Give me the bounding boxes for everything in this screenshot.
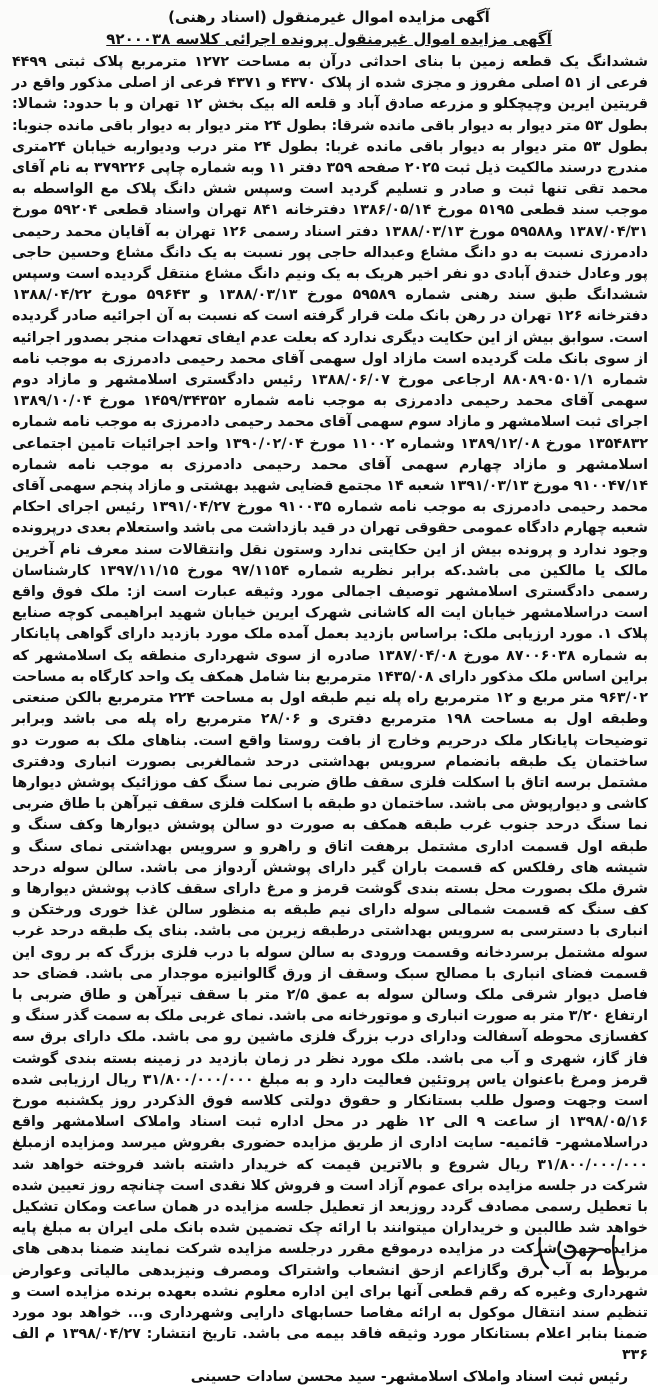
notice-title: آگهی مزایده اموال غیرمنقول (اسناد رهنی) [168, 8, 490, 26]
handwritten-mark-icon [530, 1230, 630, 1272]
notice-header [0, 0, 658, 50]
notice-signature: رئیس ثبت اسناد واملاک اسلامشهر- سید محسن سادات حسینی [190, 1368, 628, 1385]
notice-body: ششدانگ یک قطعه زمین با بنای احداثی درآن به مساحت ۱۲۷۲ مترمربع پلاک ثبتی ۴۴۹۹ فرعی از ۵۱ اصلی مفروز و مجزی شده از پلاک ۴۳۷۰ و ۴۳۷۱ فرعی از اصلی مذکور واقع در قریتین ایرین وچیچکلو و مزرعه صادق آباد و قلعه اله بیک بخش ۱۲ تهران و با حدود: شمالا: بطول ۵۳ متر دیوار به دیوار باقی مانده شرقا: بطول ۲۴ متر دیوار به دیوار باقی مانده جنوبا: بطول ۵۳ متر دیوار به دیوار باقی مانده غربا: بطول ۲۴ متر درب ودیواربه خیابان ۲۴متری مندرج درسند مالکیت ذیل ثبت ۲۰۲۵ صفحه ۳۵۹ دفتر ۱۱ وبه شماره چاپی ۳۷۹۲۲۶ به نام آقای محمد تقی تنها ثبت و صادر و تسلیم گردید است وسپس شش دانگ پلاک مع الواسطه به موجب سند قطعی ۵۱۹۵ مورخ ۱۳۸۶/۰۵/۱۴ دفترخانه ۸۴۱ تهران واسناد قطعی ۵۹۲۰۴ مورخ ۱۳۸۷/۰۴/۳۱ و۵۹۵۸۸ مورخ ۱۳۸۸/۰۳/۱۳ دفتر اسناد رسمی ۱۲۶ تهران به آقایان محمد رحیمی دادمرزی نسبت به دو دانگ مشاع وعبداله حاجی پور نسبت به یک دانگ مشاع وحسین حاجی پور وعادل خندق آبادی دو نفر اخیر هریک به یک ونیم دانگ مشاع منتقل گردیده است وسپس ششدانگ طبق سند رهنی شماره ۵۹۵۸۹ مورخ ۱۳۸۸/۰۳/۱۳ و ۵۹۶۴۳ مورخ ۱۳۸۸/۰۴/۲۲ دفترخانه ۱۲۶ تهران در رهن بانک ملت قرار گرفته است که نسبت به آن اجرائیه صادر گردیده است. سوابق بیش از این حکایت دیگری ندارد که بعلت عدم ایفای تعهدات منجر بصدور اجرائیه از سوی بانک ملت گردیده است مازاد اول سهمی آقای محمد رحیمی دادمرزی به موجب نامه شماره ۸۸۰۸۹۰۵۰۱/۱ ارجاعی مورخ ۱۳۸۸/۰۶/۰۷ رئیس دادگستری اسلامشهر و مازاد دوم سهمی آقای محمد رحیمی دادمرزی به موجب نامه شماره ۱۴۵۹/۳۴۳۵۲ مورخ ۱۳۸۹/۱۰/۰۴ اجرای ثبت اسلامشهر و مازاد سوم سهمی آقای محمد رحیمی دادمرزی به موجب نامه شماره ۱۳۵۴۸۳۲ مورخ ۱۳۸۹/۱۲/۰۸ وشماره ۱۱۰۰۲ مورخ ۱۳۹۰/۰۲/۰۴ واحد اجرائیات تامین اجتماعی اسلامشهر و مازاد چهارم سهمی آقای محمد رحیمی دادمرزی به موجب نامه شماره ۹۱۰۰۴۷/۱۴ مورخ ۱۳۹۱/۰۳/۱۳ شعبه ۱۴ مجتمع قضایی شهید بهشتی و مازاد پنجم سهمی آقای محمد رحیمی دادمرزی به موجب نامه شماره ۹۱۰۰۳۵ مورخ ۱۳۹۱/۰۴/۲۷ رئیس اجرای احکام شعبه چهارم دادگاه عمومی حقوقی تهران در قید بازداشت می باشد واستعلام بعدی درپرونده وجود ندارد و پرونده بیش از این حکایتی ندارد وستون نقل وانتقالات سند معرف نام آخرین مالک یا مالکین می باشد.که برابر نظریه شماره ۹۷/۱۱۵۴ مورخ ۱۳۹۷/۱۱/۱۵ کارشناسان رسمی دادگستری اسلامشهر توصیف اجمالی مورد وثیقه عبارت است از: ملک فوق واقع است دراسلامشهر خیابان ایت اله کاشانی شهرک ایرین خیابان شهید ابراهیمی کوچه صنایع پلاک ۱. مورد ارزیابی ملک: براساس بازدید بعمل آمده ملک مورد بازدید دارای گواهی پایانکار به شماره ۸۷۰۰۶۰۳۸ مورخ ۱۳۸۷/۰۴/۰۸ صادره از سوی شهرداری منطقه یک اسلامشهر که براین اساس ملک مذکور دارای ۱۴۳۵/۰۸ مترمربع بنا شامل همکف یک واحد کارگاه به مساحت ۹۶۳/۰۲ متر مربع و ۱۲ مترمربع راه پله نیم طبقه اول به مساحت ۲۲۴ مترمربع بالکن صنعتی وطبقه اول به مساحت ۱۹۸ مترمربع دفتری و ۲۸/۰۶ مترمربع راه پله می باشد وبرابر توضیحات پایانکار ملک درحریم وخارج از بافت روستا واقع است. بناهای ملک به صورت دو ساختمان یک طبقه بانضمام سرویس بهداشتی درحد شمالغربی بصورت انباری ودفتری مشتمل برسه اتاق با اسکلت فلزی سقف طاق ضربی نما سنگ کف موزائیک پوشش دیوارها کاشی و دیوارپوش می باشد. ساختمان دو طبقه با اسکلت فلزی سقف تیرآهن با طاق ضربی نما سنگ درحد جنوب غرب طبقه همکف به صورت دو سالن پوشش دیوارها وکف سنگ و طبقه اول قسمت اداری مشتمل برهفت اتاق و راهرو و سرویس بهداشتی نمای سنگ و شیشه های رفلکس که قسمت باران گیر دارای پوشش آردواز می باشد. سالن سوله درحد شرق ملک بصورت محل بسته بندی گوشت قرمز و مرغ دارای سقف کاذب پوشش دیوارها و کف سنگ که قسمت شمالی سوله دارای نیم طبقه به منظور سالن غذا خوری ورختکن و انباری با دسترسی به سرویس بهداشتی درطبقه زیرین می باشد. بنای یک طبقه درحد غرب سوله مشتمل برسردخانه وقسمت ورودی به سالن سوله با درب فلزی بزرگ که بر روی این قسمت فضای انباری با مصالح سبک وسقف از ورق گالوانیزه موجدار می باشد. فضای حد فاصل دیوار شرقی ملک وسالن سوله به عمق ۲/۵ متر با سقف تیرآهن و طاق ضربی با ارتفاع ۳/۲۰ متر به صورت انباری و موتورخانه می باشد. نمای غربی ملک به سمت گذر سنگ و کفسازی محوطه آسفالت ودارای درب بزرگ فلزی ماشین رو می باشد. ملک دارای برق سه فاز گاز، شهری و آب می باشد. ملک مورد نظر در زمان بازدید در زمینه بسته بندی گوشت قرمز ومرغ باعنوان یاس پروتئین فعالیت دارد و به مبلغ ۳۱/۸۰۰/۰۰۰/۰۰۰ ریال ارزیابی شده است وجهت وصول طلب بستانکار و حقوق دولتی کلاسه فوق الذکردر روز یکشنبه مورخ ۱۳۹۸/۰۵/۱۶ از ساعت ۹ الی ۱۲ ظهر در محل اداره ثبت اسناد واملاک اسلامشهر واقع دراسلامشهر- قائمیه- سایت اداری از طریق مزایده حضوری بفروش میرسد ومزایده ازمبلغ ۳۱/۸۰۰/۰۰۰/۰۰۰ ریال شروع و بالاترین قیمت که خریدار داشته باشد فروخته خواهد شد شرکت در جلسه مزایده برای عموم آزاد است و فروش کلا نقدی است چنانچه روز تعیین شده با تعطیل رسمی مصادف گردد روزبعد از تعطیل جلسه مزایده در همان ساعت ومکان تشکیل خواهد شد طالبین و خریداران میتوانند با ارائه چک تضمین شده بانک ملی ایران به مبلغ پایه مزایده جهت شرکت در مزایده درموقع مقرر درجلسه مزایده شرکت نمایند ضمنا بدهی های مربوط به آب برق وگازاعم ازحق انشعاب واشتراک ومصرف ونیزبدهی مالیاتی وعوارض شهرداری وغیره که رقم قطعی آنها برای این اداره معلوم نشده بعهده برنده مزایده است و تنظیم سند انتقال موکول به ارائه مفاصا حسابهای دارایی وشهرداری و... خواهد بود مورد ضمنا بنابر اعلام بستانکار مورد وثیقه فاقد بیمه می باشد. تاریخ انتشار: ۱۳۹۸/۰۴/۲۷ م الف ۳۳۶ [12, 54, 649, 1364]
notice-subtitle: آگهی مزایده اموال غیرمنقول پرونده اجرائی کلاسه ۹۲۰۰۰۳۸ [106, 30, 552, 48]
